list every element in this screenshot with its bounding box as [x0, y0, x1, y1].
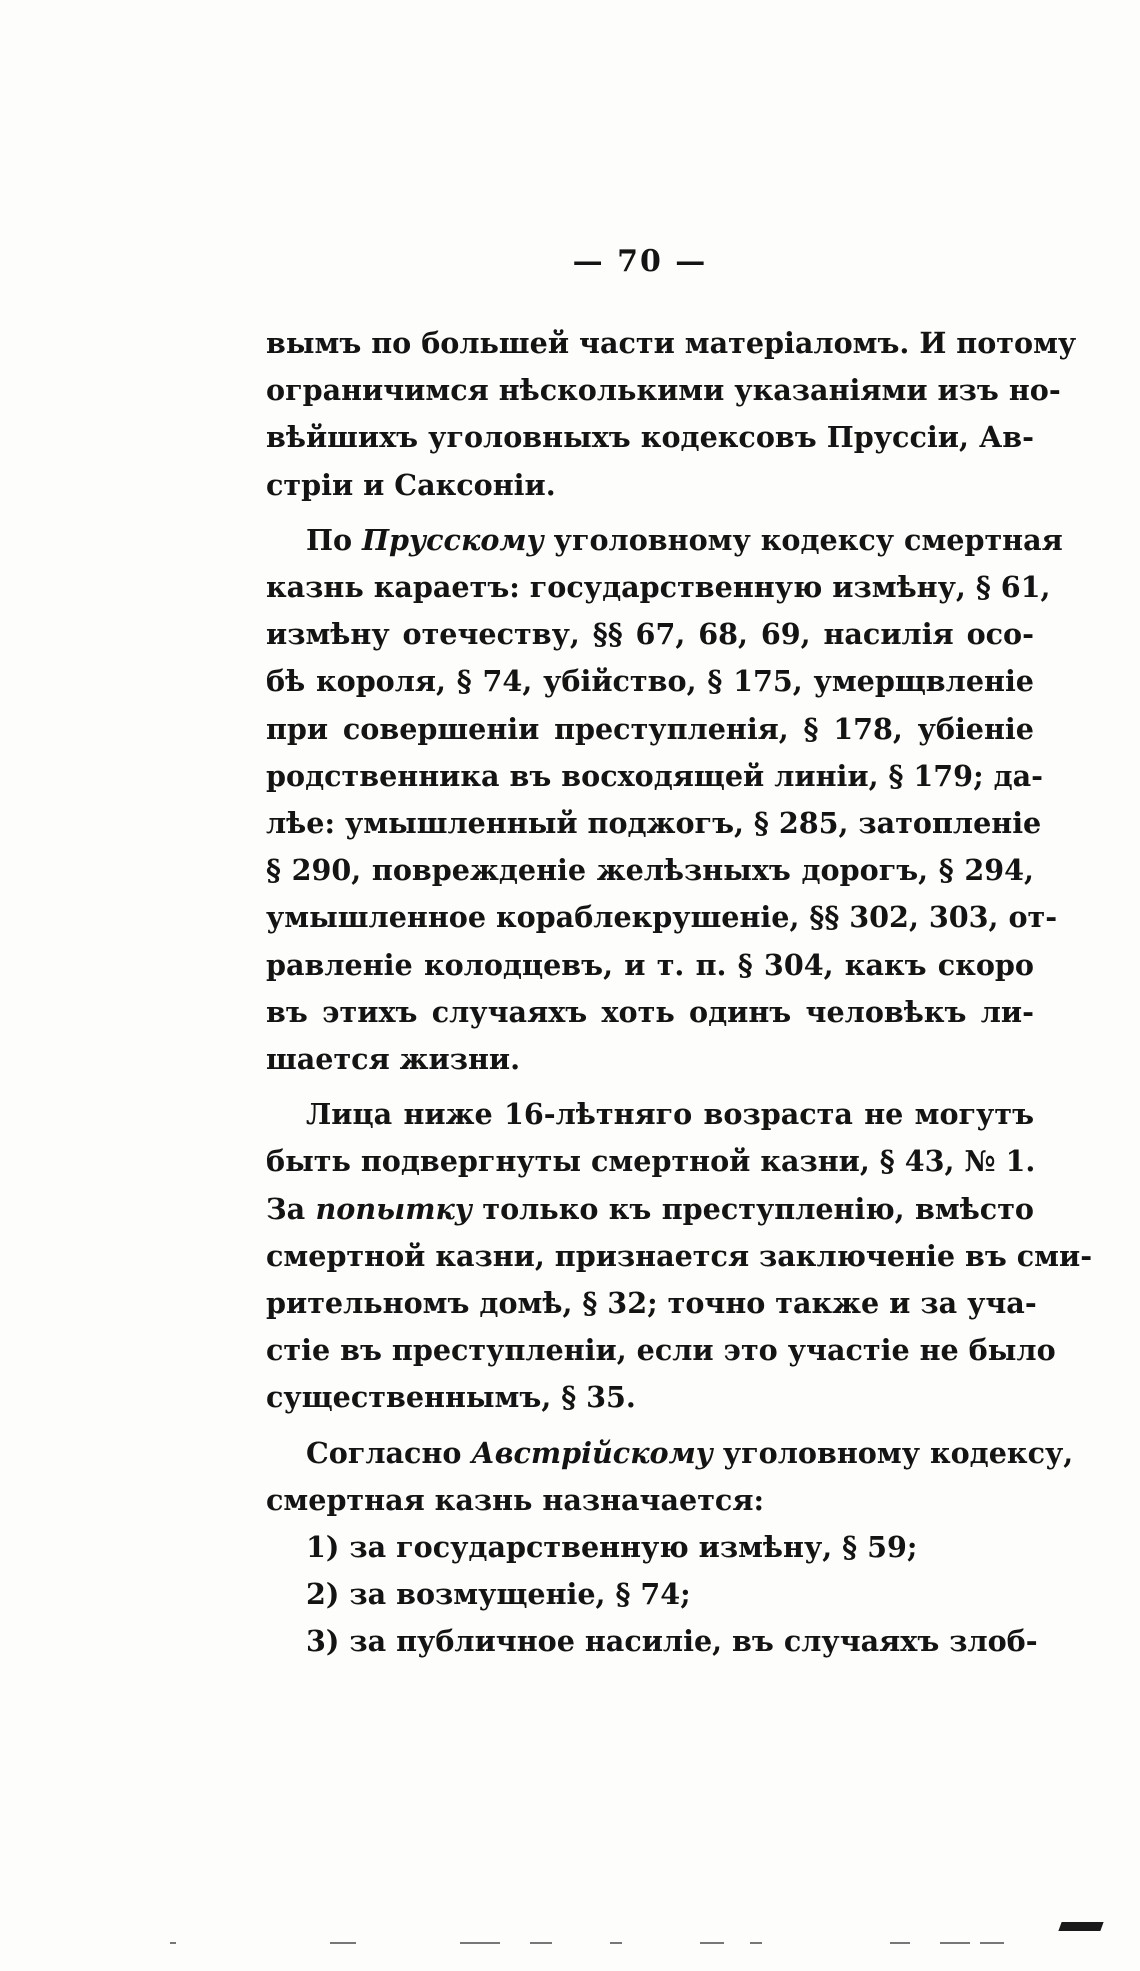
- body-text: [266, 320, 1093, 1666]
- text-line: 1) за государственную измѣну, § 59;: [306, 1530, 918, 1565]
- italic-term: Австрійскому: [471, 1435, 713, 1470]
- text-run: уголовному кодексу,: [712, 1435, 1074, 1470]
- text-line: вѣйшихъ уголовныхъ кодексовъ Пруссіи, Ав-: [266, 420, 1034, 455]
- text-line: родственника въ восходящей линіи, § 179; да-: [266, 758, 1044, 793]
- text-line: вымъ по большей части матеріаломъ. И потому: [266, 326, 1077, 360]
- text-line: казнь караетъ: государственную измѣну, § 61,: [266, 570, 1051, 605]
- text-line: рительномъ домѣ, § 32; точно также и за уча-: [266, 1286, 1037, 1321]
- text-line: смертная казнь назначается:: [266, 1482, 765, 1517]
- text-line: 3) за публичное насиліе, въ случаяхъ злоб-: [306, 1624, 1038, 1659]
- text-line: § 290, поврежденіе желѣзныхъ дорогъ, § 294,: [266, 853, 1034, 888]
- text-line: шается жизни.: [266, 1042, 521, 1077]
- text-line: бѣ короля, § 74, убійство, § 175, умерщвленіе: [266, 664, 1034, 699]
- text-line: равленіе колодцевъ, и т. п. § 304, какъ скоро: [266, 947, 1034, 982]
- italic-term: Прусскому: [362, 522, 544, 557]
- text-line: [266, 1186, 1034, 1233]
- text-run: уголовному кодексу смертная: [543, 522, 1063, 557]
- text-line: Лица ниже 16-лѣтняго возраста не могутъ: [306, 1097, 1034, 1132]
- scan-ink-mark: [1058, 1922, 1103, 1931]
- bottom-scan-marks: [170, 1932, 1100, 1952]
- text-line: быть подвергнуты смертной казни, § 43, № 1.: [266, 1144, 1036, 1179]
- text-run: только къ преступленію, вмѣсто: [471, 1191, 1034, 1226]
- text-line: существеннымъ, § 35.: [266, 1380, 636, 1415]
- text-line: 2) за возмущеніе, § 74;: [306, 1577, 691, 1612]
- text-line: стіе въ преступленіи, если это участіе не было: [266, 1333, 1056, 1368]
- page-number: — 70 —: [572, 244, 708, 279]
- text-line: ограничимся нѣсколькими указаніями изъ но-: [266, 373, 1061, 408]
- text-line: [266, 517, 1063, 564]
- text-line: измѣну отечеству, §§ 67, 68, 69, насилія осо-: [266, 617, 1034, 652]
- text-run: По: [306, 522, 363, 557]
- italic-term: попытку: [315, 1191, 472, 1226]
- text-run: Согласно: [306, 1435, 472, 1470]
- text-line: [266, 1430, 1074, 1477]
- text-run: За: [266, 1191, 316, 1226]
- text-line: лѣе: умышленный поджогъ, § 285, затопленіе: [266, 806, 1042, 841]
- text-line: при совершеніи преступленія, § 178, убіеніе: [266, 711, 1034, 746]
- text-line: умышленное кораблекрушеніе, §§ 302, 303, от-: [266, 900, 1058, 935]
- text-line: въ этихъ случаяхъ хоть одинъ человѣкъ ли-: [266, 994, 1034, 1029]
- text-line: смертной казни, признается заключеніе въ сми-: [266, 1238, 1093, 1273]
- text-line: стріи и Саксоніи.: [266, 467, 556, 502]
